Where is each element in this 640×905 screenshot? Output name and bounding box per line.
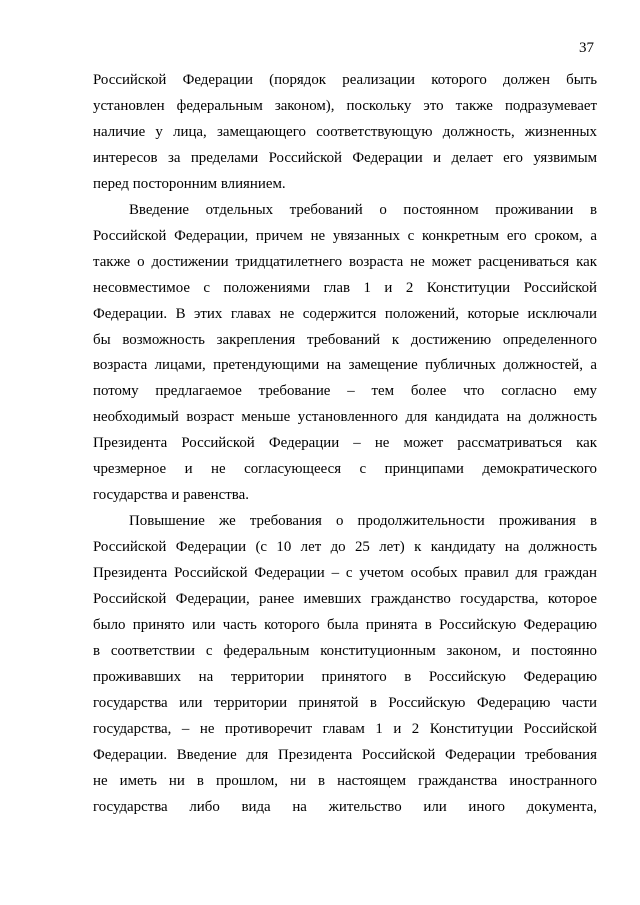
text-line: проживавших на территории принятого в Российскую Федерацию [93,668,597,685]
text-line: государства либо вида на жительство или иного документа, [93,798,597,815]
text-line: Повышение же требования о продолжительности проживания в [129,513,597,530]
text-line: возраста лицами, претендующими на замещение публичных должностей, а [93,357,597,374]
text-line: чрезмерное и не согласующееся с принципами демократического [93,461,597,478]
page-number: 37 [579,40,594,56]
text-line: государства и равенства. [93,487,249,504]
text-line: бы возможность закрепления требований к достижению определенного [93,331,597,348]
text-line: необходимый возраст меньше установленного для кандидата на должность [93,409,597,426]
text-line: интересов за пределами Российской Федерации и делает его уязвимым [93,149,597,166]
text-line: несовместимое с положениями глав 1 и 2 Конституции Российской [93,279,597,296]
text-line: Президента Российской Федерации – с учетом особых правил для граждан [93,565,597,581]
text-line: Президента Российской Федерации – не может рассматриваться как [93,435,597,452]
text-line: перед посторонним влиянием. [93,175,286,192]
text-line: наличие у лица, замещающего соответствующую должность, жизненных [93,123,597,140]
text-line: также о достижении тридцатилетнего возраста не может расцениваться как [93,253,597,270]
text-line: Федерации. В этих главах не содержится положений, которые исключали [93,305,597,322]
text-line: в соответствии с федеральным конституционным законом, и постоянно [93,642,597,659]
text-line: потому предлагаемое требование – тем более что согласно ему [93,383,597,400]
text-line: Российской Федерации, ранее имевших гражданство государства, которое [93,591,597,607]
text-line: не иметь ни в прошлом, ни в настоящем гражданства иностранного [93,772,597,789]
text-line: Российской Федерации, причем не увязанных с конкретным его сроком, а [93,227,597,244]
text-line: государства, – не противоречит главам 1 и 2 Конституции Российской [93,720,597,737]
text-line: Российской Федерации (порядок реализации которого должен быть [93,72,597,88]
text-line: Российской Федерации (с 10 лет до 25 лет) к кандидату на должность [93,539,597,556]
text-line: было принято или часть которого была принята в Российскую Федерацию [93,616,597,633]
text-line: установлен федеральным законом), поскольку это также подразумевает [93,98,597,114]
text-line: Введение отдельных требований о постоянном проживании в [129,201,597,218]
text-line: государства или территории принятой в Российскую Федерацию части [93,694,597,711]
text-line: Федерации. Введение для Президента Российской Федерации требования [93,746,597,763]
